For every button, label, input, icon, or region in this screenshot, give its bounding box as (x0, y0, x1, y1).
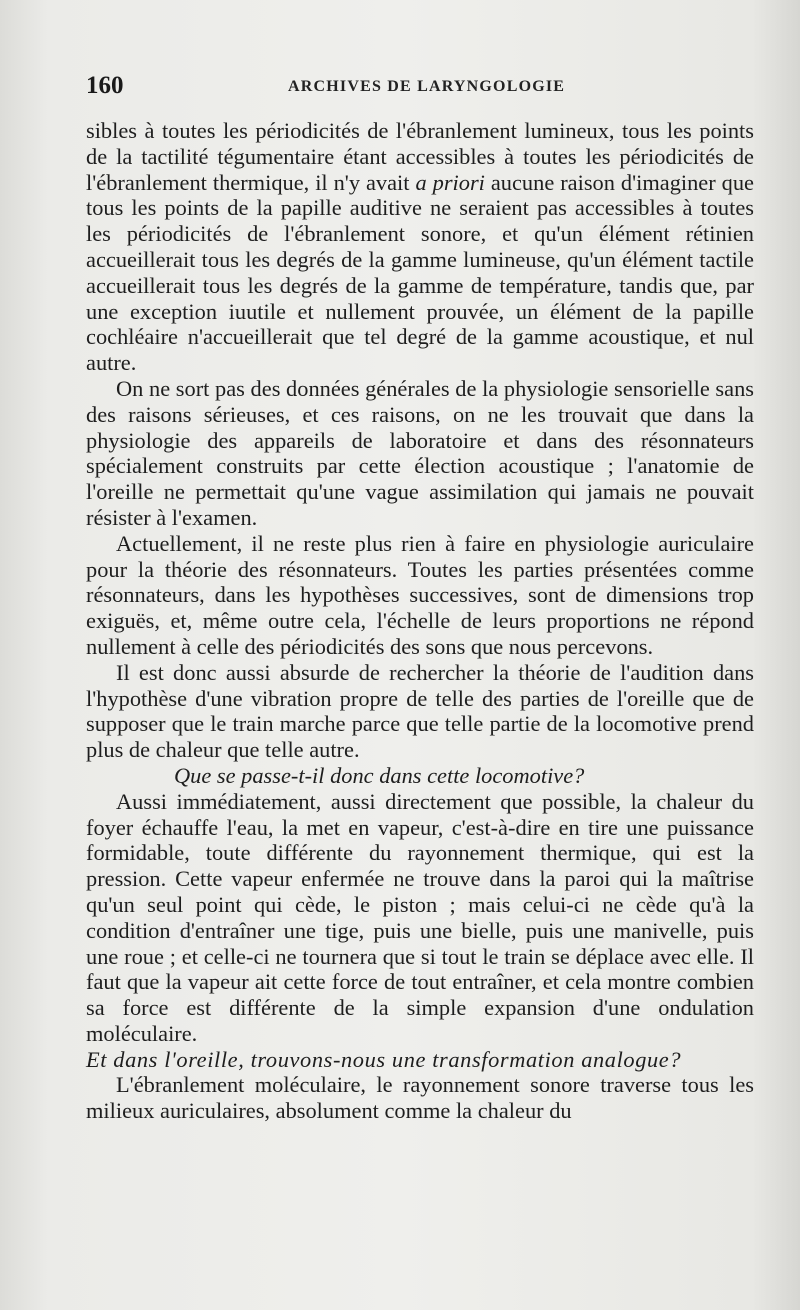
question-oreille: Et dans l'oreille, trouvons-nous une transformation analogue? (86, 1046, 682, 1072)
paragraph-3: Actuellement, il ne reste plus rien à faire en physiologie auriculaire pour la théorie des résonnateurs. Toutes les parties présentées comme résonnateurs, dans les hypothèses successives, sont de dimensions trop exiguës, et, même outre cela, l'échelle de leurs proportions ne répond nullement à celle des périodicités des sons que nous percevons. (86, 530, 754, 659)
paragraph-4: Il est donc aussi absurde de rechercher la théorie de l'audition dans l'hypothèse d'une vibration propre de telle des parties de l'oreille que de supposer que le train marche parce que telle partie de la locomotive prend plus de chaleur que telle autre. (86, 659, 754, 763)
question-locomotive: Que se passe-t-il donc dans cette locomotive? (174, 762, 585, 788)
paragraph-1-italic-phrase: a priori (415, 169, 485, 195)
paragraph-5: Aussi immédiatement, aussi directement que possible, la chaleur du foyer échauffe l'eau, la met en vapeur, c'est-à-dire en tire une puissance formidable, toute différente du rayonnement thermique, qui est la pression. Cette vapeur enfermée ne trouve dans la paroi qui la maîtrise qu'un seul point qui cède, le piston ; mais celui-ci ne cède qu'à la condition d'entraîner une tige, puis une bielle, puis une manivelle, puis une roue ; et celle-ci ne tournera que si tout le train se déplace avec elle. Il faut que la vapeur ait cette force de tout entraîner, et cela montre combien sa force est différente de la simple expansion d'une ondulation moléculaire. (86, 788, 754, 1046)
paragraph-1-text-start: sibles à toutes les périodicités de l'ébranlement lumineux, tous les points de la tactilité tégumentaire étant accessibles à toutes les périodicités de l'ébranlement thermique, il n'y avait (86, 118, 754, 195)
body-text (86, 118, 754, 1124)
page-header (86, 72, 750, 106)
paragraph-1-text-end: aucune raison d'imaginer que tous les points de la papille auditive ne seraient pas accessibles à toutes les périodicités de l'ébranlement sonore, et qu'un élément rétinien accueillerait tous les degrés de la gamme lumineuse, qu'un élément tactile accueillerait tous les degrés de la gamme de température, tandis que, par une exception iuutile et nullement prouvée, un élément de la papille cochléaire n'accueillerait que tel degré de la gamme acoustique, et nul autre. (86, 169, 754, 376)
page-number: 160 (86, 72, 124, 99)
paragraph-1 (86, 118, 754, 376)
running-title: ARCHIVES DE LARYNGOLOGIE (288, 78, 566, 95)
paragraph-2: On ne sort pas des données générales de la physiologie sensorielle sans des raisons sérieuses, et ces raisons, on ne les trouvait que dans la physiologie des appareils de laboratoire et dans des résonnateurs spécialement construits par cette élection acoustique ; l'anatomie de l'oreille ne permettait qu'une vague assimilation qui jamais ne pouvait résister à l'examen. (86, 375, 754, 530)
paragraph-6: L'ébranlement moléculaire, le rayonnement sonore traverse tous les milieux auriculaires, absolument comme la chaleur du (86, 1072, 754, 1124)
